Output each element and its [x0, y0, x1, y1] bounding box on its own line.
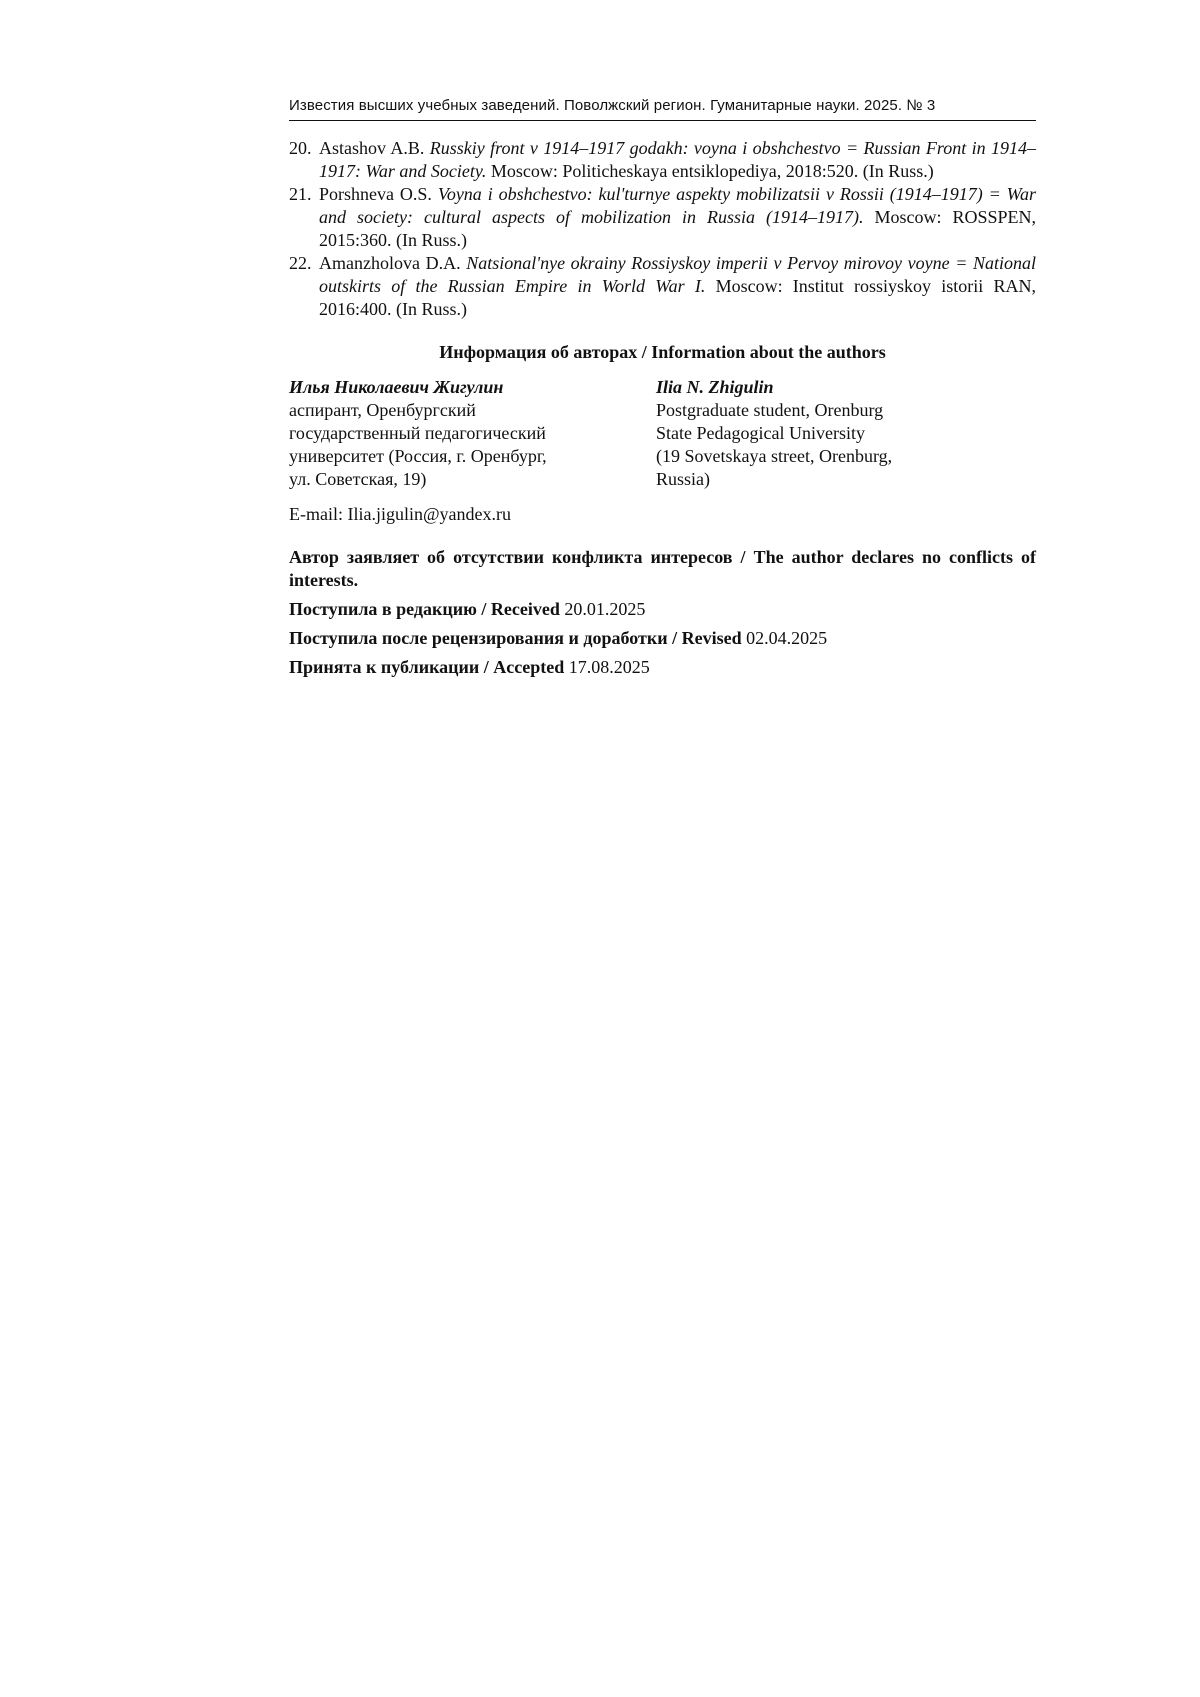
- author-affiliation-line: (19 Sovetskaya street, Orenburg,: [656, 446, 893, 466]
- author-info-en: [656, 376, 1036, 491]
- running-header: Известия высших учебных заведений. Поволжский регион. Гуманитарные науки. 2025. № 3: [289, 96, 1036, 121]
- author-affiliation-line: Postgraduate student, Orenburg: [656, 400, 884, 420]
- reference-item: [289, 183, 1036, 252]
- reference-item: [289, 252, 1036, 321]
- author-name-ru: Илья Николаевич Жигулин: [289, 377, 504, 397]
- author-name-en: Ilia N. Zhigulin: [656, 377, 774, 397]
- authors-section-title: Информация об авторах / Information about the authors: [439, 342, 886, 362]
- reference-title: Natsional'nye okrainy Rossiyskoy imperii v Pervoy mirovoy voyne = National outskirts of the Russian Empire in World War I.: [319, 253, 1037, 296]
- date-label: Поступила в редакцию / Received: [289, 599, 560, 619]
- date-label: Поступила после рецензирования и доработки / Revised: [289, 628, 742, 648]
- date-value: 02.04.2025: [746, 628, 828, 648]
- reference-author: Amanzholova D.A.: [319, 253, 461, 273]
- authors-block: [289, 376, 1036, 491]
- conflict-statement: Автор заявляет об отсутствии конфликта интересов / The author declares no conflicts of interests.: [289, 547, 1036, 590]
- date-label: Принята к публикации / Accepted: [289, 657, 565, 677]
- date-value: 20.01.2025: [564, 599, 646, 619]
- reference-author: Astashov A.B.: [319, 138, 425, 158]
- reference-title: Voyna i obshchestvo: kul'turnye aspekty mobilizatsii v Rossii (1914–1917) = War and society: cultural aspects of mobilization in Russia (1914–1917).: [319, 184, 1037, 227]
- document-page: [289, 96, 1036, 679]
- reference-publication: Moscow: Politicheskaya entsiklopediya, 2018:520. (In Russ.): [490, 161, 934, 181]
- reference-number: 21.: [289, 184, 312, 204]
- author-email: E-mail: Ilia.jigulin@yandex.ru: [289, 504, 512, 524]
- reference-publication: Moscow: ROSSPEN, 2015:360. (In Russ.): [319, 207, 1036, 250]
- date-revised: [289, 627, 1036, 650]
- author-info-ru: [289, 376, 656, 491]
- author-affiliation-line: Russia): [656, 469, 710, 489]
- reference-item: [289, 137, 1036, 183]
- author-affiliation-line: аспирант, Оренбургский: [289, 400, 476, 420]
- date-accepted: [289, 656, 1036, 679]
- author-affiliation-line: государственный педагогический: [289, 423, 546, 443]
- date-value: 17.08.2025: [568, 657, 650, 677]
- author-affiliation-line: университет (Россия, г. Оренбург,: [289, 446, 547, 466]
- reference-number: 22.: [289, 253, 312, 273]
- author-affiliation-line: State Pedagogical University: [656, 423, 865, 443]
- reference-publication: Moscow: Institut rossiyskoy istorii RAN, 2016:400. (In Russ.): [319, 276, 1037, 319]
- reference-list: [289, 137, 1036, 321]
- author-affiliation-line: ул. Советская, 19): [289, 469, 427, 489]
- reference-author: Porshneva O.S.: [319, 184, 432, 204]
- reference-title: Russkiy front v 1914–1917 godakh: voyna i obshchestvo = Russian Front in 1914–1917: War and Society.: [319, 138, 1036, 181]
- date-received: [289, 598, 1036, 621]
- reference-number: 20.: [289, 138, 312, 158]
